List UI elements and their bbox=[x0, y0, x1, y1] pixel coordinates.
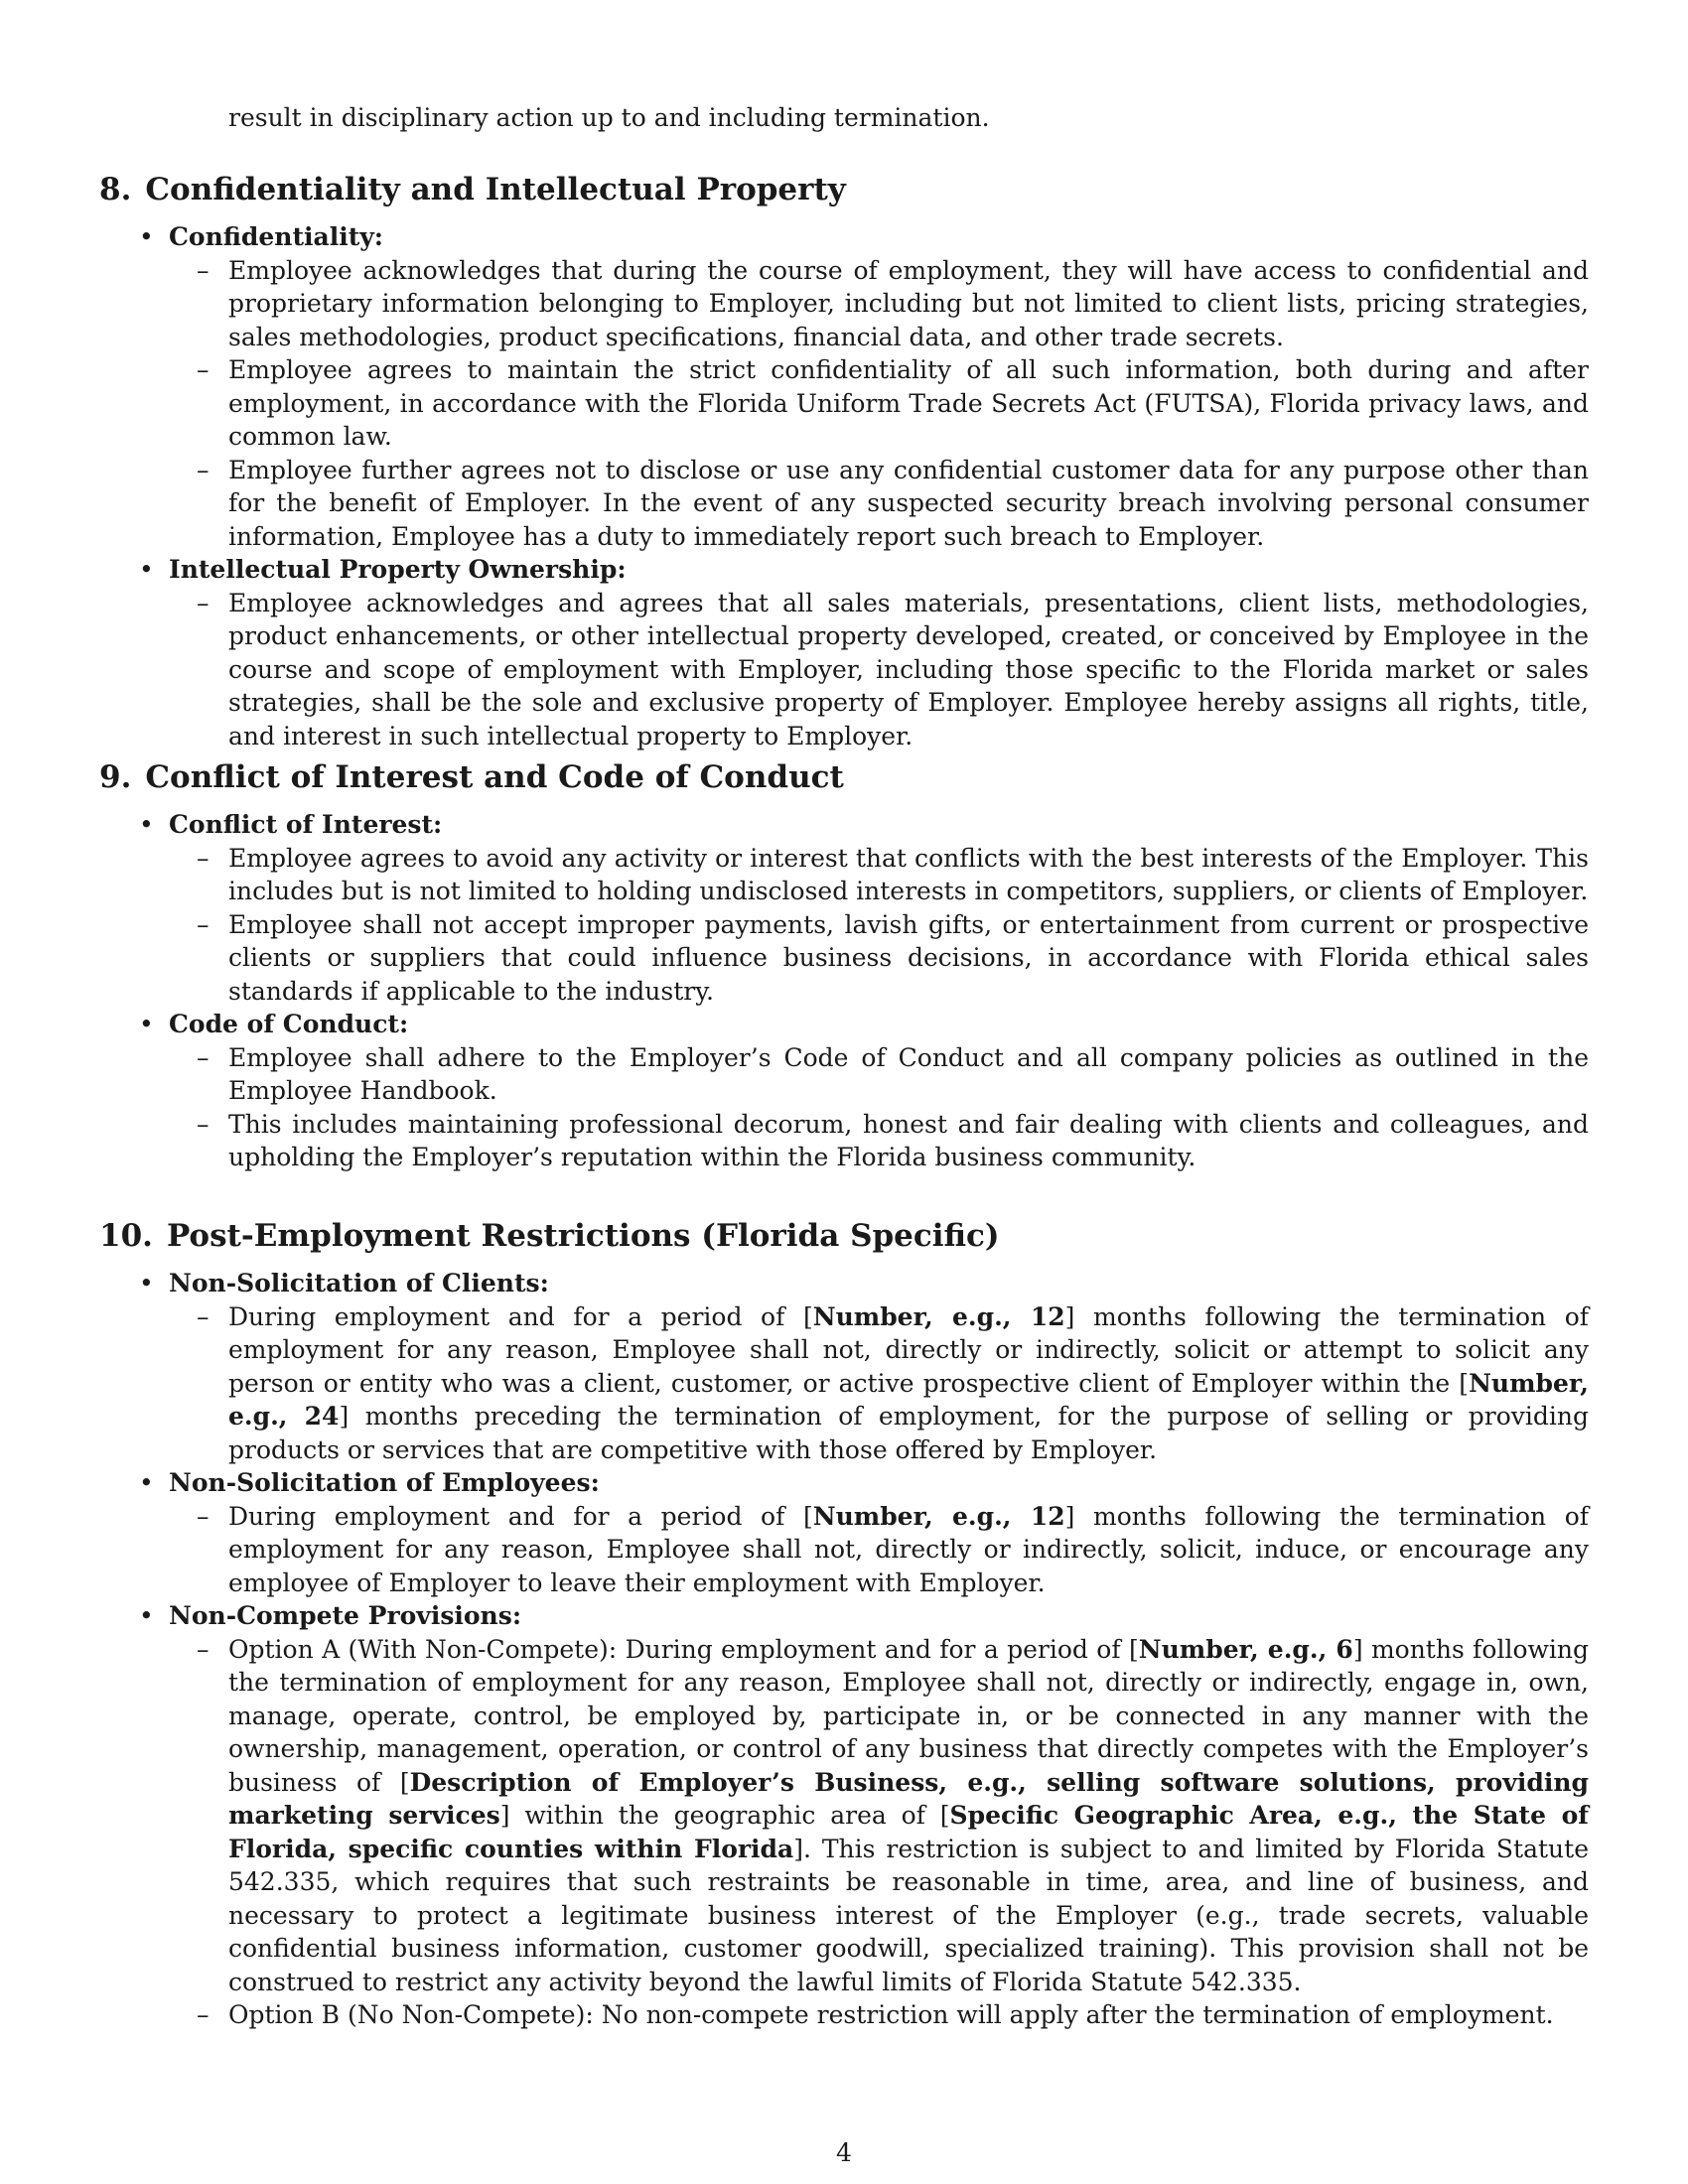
bullet-dot-icon: • bbox=[139, 555, 154, 584]
dash-icon: – bbox=[197, 1042, 210, 1072]
bold-placeholder: Number, e.g., 6 bbox=[1138, 1634, 1353, 1664]
dash-icon: – bbox=[197, 1634, 210, 1664]
dash-icon: – bbox=[197, 909, 210, 939]
bullet-item bbox=[99, 1466, 1589, 1599]
sub-item: – Option B (No Non-Compete): No non-compete restriction will apply after the termination of employment. bbox=[169, 1998, 1589, 2032]
section-title: Post-Employment Restrictions (Florida Specific) bbox=[166, 1218, 1000, 1254]
bold-placeholder: Number, e.g., 12 bbox=[812, 1501, 1065, 1531]
section-heading bbox=[99, 1217, 1589, 1255]
bullet-dot-icon: • bbox=[139, 1601, 154, 1630]
bullet-item bbox=[99, 1008, 1589, 1174]
bullet-dot-icon: • bbox=[139, 810, 154, 839]
dash-icon: – bbox=[197, 1501, 210, 1531]
bullet-title: Intellectual Property Ownership: bbox=[169, 555, 627, 584]
bold-placeholder: Number, e.g., 12 bbox=[812, 1301, 1065, 1331]
dash-icon: – bbox=[197, 455, 210, 484]
section-heading bbox=[99, 758, 1589, 796]
sub-item: – During employment and for a period of [Number, e.g., 12] months following the termination of employment for any reason, Employee shall not, directly or indirectly, solicit, induce, or encourage any employee of Employer to leave their employment with Employer. bbox=[197, 1501, 1589, 1597]
bullet-title: Non-Solicitation of Clients: bbox=[169, 1269, 549, 1297]
bullet-dot-icon: • bbox=[139, 1269, 154, 1297]
bullet-item bbox=[99, 1267, 1589, 1466]
section-title: Confidentiality and Intellectual Property bbox=[145, 172, 846, 207]
sub-item: – Employee acknowledges that during the course of employment, they will have access to confidential and proprietary information belonging to Employer, including but not limited to client lists, pricing strategies, sales methodologies, product specifications, financial data, and other trade secrets. bbox=[197, 255, 1589, 351]
dash-icon: – bbox=[197, 843, 210, 873]
sub-item: – Employee shall adhere to the Employer’s Code of Conduct and all company policies as outlined in the Employee Handbook. bbox=[197, 1042, 1589, 1105]
section-heading bbox=[99, 171, 1589, 208]
dash-icon: – bbox=[197, 588, 210, 617]
section-number: 9. bbox=[99, 759, 132, 795]
lead-in-text: result in disciplinary action up to and including termination. bbox=[228, 103, 990, 132]
dash-icon: – bbox=[197, 1301, 210, 1331]
sub-item: – During employment and for a period of [Number, e.g., 12] months following the termination of employment for any reason, Employee shall not, directly or indirectly, solicit or attempt to solicit any person or entity who was a client, customer, or active prospective client of Employer within the [Number, e.g., 24] months preceding the termination of employment, for the purpose of selling or providing products or services that are competitive with those offered by Employer. bbox=[197, 1301, 1589, 1464]
sub-item: – This includes maintaining professional decorum, honest and fair dealing with clients and colleagues, and upholding the Employer’s reputation within the Florida business community. bbox=[197, 1109, 1589, 1171]
section-9 bbox=[99, 758, 1589, 1174]
page-number: 4 bbox=[836, 2138, 852, 2167]
section-title: Conflict of Interest and Code of Conduct bbox=[145, 759, 844, 795]
sub-item: – Employee shall not accept improper payments, lavish gifts, or entertainment from current or prospective clients or suppliers that could influence business decisions, in accordance with Florida ethical sales standards if applicable to the industry. bbox=[197, 909, 1589, 1006]
dash-icon: – bbox=[197, 2000, 210, 2029]
dash-icon: – bbox=[197, 1109, 210, 1139]
bold-placeholder: Specific Geographic Area, e.g., the State of Florida, specific counties within Florida bbox=[228, 1801, 1589, 1863]
sub-item: – Option A (With Non-Compete): During employment and for a period of [Number, e.g., 6] months following the termination of employment for any reason, Employee shall not, directly or indirectly, engage in, own, manage, operate, control, be employed by, participate in, or be connected in any manner with the ownership, management, operation, or control of any business that directly competes with the Employer’s business of [Description of Employer’s Business, e.g., selling software solutions, providing marketing services] within the geographic area of [Specific Geographic Area, e.g., the State of Florida, specific counties within Florida]. This restriction is subject to and limited by Florida Statute 542.335, which requires that such restraints be reasonable in time, area, and line of business, and necessary to protect a legitimate business interest of the Employer (e.g., trade secrets, valuable confidential business information, customer goodwill, specialized training). This provision shall not be construed to restrict any activity beyond the lawful limits of Florida Statute 542.335. bbox=[197, 1634, 1590, 1996]
bullet-item bbox=[99, 808, 1589, 1008]
bullet-dot-icon: • bbox=[139, 222, 154, 251]
bullet-item bbox=[99, 553, 1589, 752]
section-10 bbox=[99, 1217, 1589, 2032]
bullet-title: Code of Conduct: bbox=[169, 1010, 409, 1038]
bullet-title: Confidentiality: bbox=[169, 222, 384, 251]
bold-placeholder: Number, e.g., 24 bbox=[228, 1368, 1589, 1431]
bullet-title: Non-Compete Provisions: bbox=[169, 1601, 522, 1630]
bullet-title: Non-Solicitation of Employees: bbox=[169, 1468, 600, 1497]
section-number: 10. bbox=[99, 1218, 153, 1254]
dash-icon: – bbox=[197, 255, 210, 285]
bullet-title: Conflict of Interest: bbox=[169, 810, 443, 839]
bullet-dot-icon: • bbox=[139, 1468, 154, 1497]
sub-item: – Employee further agrees not to disclose or use any confidential customer data for any purpose other than for the benefit of Employer. In the event of any suspected security breach involving personal consumer information, Employee has a duty to immediately report such breach to Employer. bbox=[197, 455, 1589, 551]
dash-icon: – bbox=[197, 355, 210, 384]
sub-item: – Employee acknowledges and agrees that all sales materials, presentations, client lists, methodologies, product enhancements, or other intellectual property developed, created, or conceived by Employee in the course and scope of employment with Employer, including those specific to the Florida market or sales strategies, shall be the sole and exclusive property of Employer. Employee hereby assigns all rights, title, and interest in such intellectual property to Employer. bbox=[197, 588, 1589, 751]
section-number: 8. bbox=[99, 172, 132, 207]
bullet-item bbox=[99, 1599, 1589, 2032]
bold-placeholder: Description of Employer’s Business, e.g., selling software solutions, providing marketing services bbox=[228, 1767, 1590, 1830]
bullet-item bbox=[99, 220, 1589, 553]
sub-item: – Employee agrees to avoid any activity or interest that conflicts with the best interests of the Employer. This includes but is not limited to holding undisclosed interests in competitors, suppliers, or clients of Employer. bbox=[197, 843, 1589, 905]
bullet-dot-icon: • bbox=[139, 1010, 154, 1038]
sub-item: – Employee agrees to maintain the strict confidentiality of all such information, both during and after employment, in accordance with the Florida Uniform Trade Secrets Act (FUTSA), Florida privacy laws, and common law. bbox=[197, 355, 1589, 451]
section-8 bbox=[99, 171, 1589, 752]
